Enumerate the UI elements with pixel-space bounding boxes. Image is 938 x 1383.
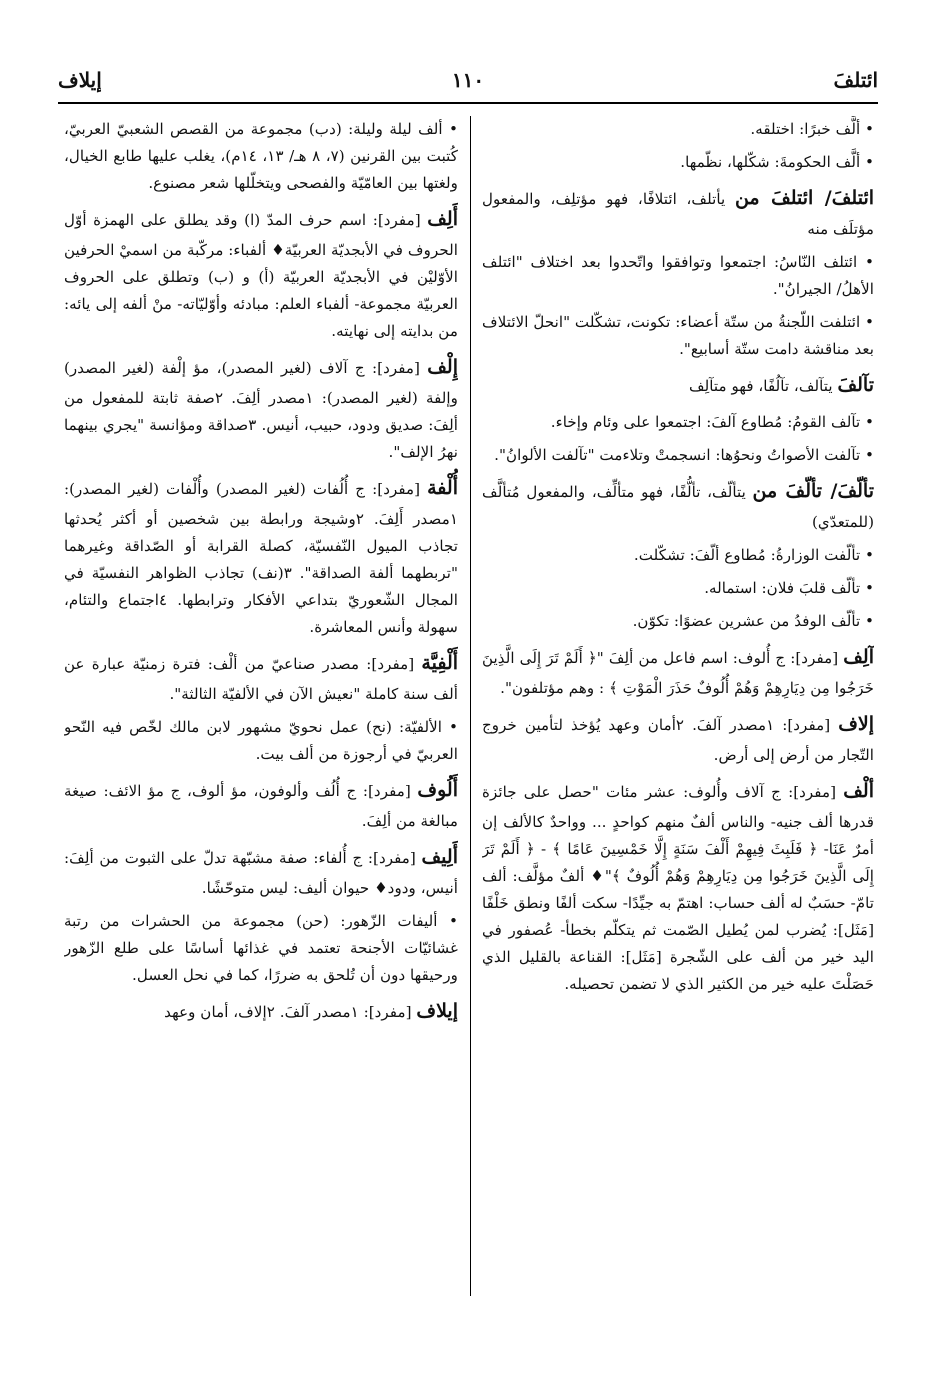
entry-headword: أَلْفِيَّة [421, 652, 458, 675]
entry-text: تألّف الوفدُ من عشرين عضوًا: تكوّن. [632, 612, 861, 630]
dictionary-sense [482, 149, 874, 176]
entry-text: الألفيّة: (نح) عمل نحويّ مشهور لابن مالك لخّص فيه النّحو العربيّ في أرجوزة من ألف بيت. [64, 718, 458, 764]
entry-headword: أَلُوف [417, 779, 458, 802]
entry-text: ألَّف الحكومةَ: شكّلها، نظّمها. [680, 153, 861, 172]
entry-text: [مفرد]: ج أُلفاء: صفة مشبّهة تدلّ على الثبوت من ألِفَ: أنيس، ودود♦ حيوان أليف: ليس متوحّشًا. [64, 848, 458, 897]
entry-text: [مفرد]: ج أُلُف وألوفون، مؤ ألوف، ج مؤ الائف: صيغة مبالغة من ألِفَ. [64, 782, 458, 830]
entry-text: تآلف القومُ: مُطاوع آلفَ: اجتمعوا على وئام وإخاء. [550, 412, 861, 431]
entry-headword: آلِف [843, 646, 874, 669]
dictionary-entry [482, 641, 874, 702]
dictionary-sense [482, 309, 874, 363]
entry-text: [مفرد]: ج آلاف (لغير المصدر)، مؤ إلْفة (لغير المصدر) وإلفة (لغير المصدر): ١مصدر ألِفَ. ٢صفة ثابتة للمفعول من ألِفَ: صديق ودود، حبيب، أنيس. ٣صداقة ومؤانسة "يجري بينهما نهرُ الإلف". [64, 359, 458, 462]
dictionary-sense [482, 542, 874, 569]
dictionary-entry [64, 647, 458, 708]
entry-headword: أَلِيف [421, 845, 458, 868]
dictionary-sense [482, 442, 874, 469]
dictionary-entry [64, 774, 458, 835]
entry-headword: أَلِف [427, 208, 458, 231]
dictionary-entry [64, 841, 458, 902]
entry-text: تألّف قلبَ فلان: استماله. [704, 578, 861, 597]
entry-text: تألّفت الوزارةُ: مُطاوع ألّفَ: تشكّلت. [633, 545, 861, 564]
dictionary-sense [482, 409, 874, 436]
dictionary-entry [64, 995, 458, 1029]
header-rule [58, 102, 878, 104]
entry-text: [مفرد]: ج أُلُفات (لغير المصدر) وأُلْفات (لغير المصدر): ١مصدر أَلِفَ. ٢وشيجة ورابطة بين شخصين أو أكثر يُحدثها تجاذب الميول النّفسيّة، كصلة القرابة أو الصّداقة وغيرهما "تربطهما ألفة الصداقة". ٣(نف) تجاذب الظواهر النفسيّة في المجال الشّعوريّ بتداعي الأفكار وترابطها. ٤اجتماع والتئام، سهولة وأنس المعاشرة. [64, 480, 458, 637]
entry-text: يتآلف، تآلُفًا، فهو متآلِف [688, 377, 833, 396]
column-divider [470, 116, 471, 1296]
entry-headword: ائتلفَ/ ائتلفَ من [734, 187, 874, 210]
entry-headword: إلاف [838, 712, 874, 735]
dictionary-sense [482, 249, 874, 303]
entry-text: ألَّف خبرًا: اختلقه. [750, 120, 861, 138]
entry-headword: إِلْف [427, 356, 458, 379]
dictionary-sense [482, 608, 874, 635]
header-guide-word-right: ائتلفَ [833, 68, 878, 92]
header-guide-word-left: إيلاف [58, 68, 102, 92]
dictionary-entry [482, 708, 874, 769]
entry-text: ائتلف النّاسُ: اجتمعوا وتوافقوا واتّحدوا بعد اختلاف "ائتلف الأهلُ/ الجيرانُ". [482, 252, 874, 298]
right-column [482, 116, 874, 1296]
entry-text: ألف ليلة وليلة: (دب) مجموعة من القصص الشعبيّ العربيّ، كُتبت بين القرنين (٧، ٨ هـ/ ١٣، ١٤م)، يغلب عليها طابع الخيال، ولغتها بين العامّيّة والفصحى ويتخلّلها شعر مصنوع. [64, 120, 458, 193]
entry-headword: أُلْفة [427, 477, 458, 500]
dictionary-entry [482, 475, 874, 536]
dictionary-sense [64, 116, 458, 197]
dictionary-entry [482, 182, 874, 243]
entry-headword: تألّفَ/ تألّفَ من [752, 480, 874, 503]
dictionary-entry [482, 369, 874, 403]
dictionary-entry [64, 351, 458, 466]
dictionary-sense [64, 908, 458, 989]
entry-text: [مفرد]: ج آلاف وأُلوف: عشر مئات "حصل على جائزة قدرها ألف جنيه- والناس ألفٌ منهم كواحدٍ ... وواحدٌ كالألف إن أمرٌ عَنَا- ﴿ فَلَبِثَ فِيهِمْ أَلْفَ سَنَةٍ إِلَّا خَمْسِينَ عَامًا ﴾ - ﴿ أَلَمْ تَرَ إِلَى الَّذِينَ خَرَجُوا مِن دِيَارِهِمْ وَهُمْ أُلُوفٌ ﴾"♦ ألفٌ مؤلَّف: ألف تامّ- حسَبٌ له ألف حساب: اهتمّ به جيِّدًا- سكت ألفًا ونطق خَلْفًا [مَثَل]: يُضرب لمن يُطيل الصّمت ثم يتكلّم بخطأ- عُصفور في اليد خير من ألف على الشّجرة [مَثَل]: القناعة بالقليل الذي حَصَلْتَ عليه خير من الكثير الذي لا تضمن تحصيله. [482, 782, 874, 993]
entry-text: أليفات الزّهور: (حن) مجموعة من الحشرات من رتبة غشائيّات الأجنحة تعتمد في غذائها أساسًا على طلع الزّهور ورحيقها دون أن تُلحق به ضررًا، كما في نحل العسل. [64, 911, 458, 984]
dictionary-sense [482, 575, 874, 602]
dictionary-entry [64, 472, 458, 641]
entry-text: [مفرد]: ج أُلوف: اسم فاعل من ألِفَ "﴿ أَلَمْ تَرَ إِلَى الَّذِينَ خَرَجُوا مِن دِيَارِهِمْ وَهُمْ أُلُوفٌ حَذَرَ الْمَوْتِ ﴾ : وهم مؤتلفون". [482, 649, 874, 697]
dictionary-entry [64, 203, 458, 345]
entry-text: [مفرد]: اسم حرف المدّ (ا) وقد يطلق على الهمزة أوّل الحروف في الأبجديّة العربيّة♦ ألفباء: مركّبة من اسميْ الحرفين الأوّليْن في الأبجديّة العربيّة (أ) و (ب) وتطلق على الحروف العربيّة مجموعة- ألفباء العلم: مبادئه وأوّليّاته- منْ ألفه إلى يائه: من بدايته إلى نهايته. [64, 211, 458, 341]
dictionary-sense [64, 714, 458, 768]
entry-headword: ألْف [843, 779, 874, 802]
entry-text: تآلفت الأصواتُ ونحوُها: انسجمتْ وتلاءمت "تآلفت الألوانُ". [494, 446, 861, 464]
entry-headword: إيلاف [416, 999, 458, 1022]
dictionary-sense [482, 116, 874, 143]
page-number: ١١٠ [451, 68, 485, 92]
entry-text: [مفرد]: مصدر صناعيّ من ألْف: فترة زمنيّة عبارة عن ألف سنة كاملة "نعيش الآن في الألفيّة الثالثة". [64, 655, 458, 703]
entry-text: [مفرد]: ١مصدر آلفَ. ٢أمان وعهد يُؤخذ لتأمين خروج التّجار من أرض إلى أرض. [482, 715, 874, 764]
entry-text: يأتلف، ائتلافًا، فهو مؤتلِف، والمفعول مؤتلَف منه [482, 190, 874, 238]
entry-text: يتألّف، تألُّفًا، فهو متألِّف، والمفعول مُتألَّف (للمتعدّي) [482, 483, 874, 531]
entry-text: [مفرد]: ١مصدر آلفَ. ٢إلاف، أمان وعهد [164, 1002, 412, 1021]
page-header [58, 60, 878, 100]
entry-headword: تآلفَ [837, 374, 874, 397]
dictionary-entry [482, 775, 874, 998]
left-column [64, 116, 458, 1296]
entry-text: ائتلفت اللّجنةُ من ستّة أعضاء: تكونت، تشكّلت "انحلّ الائتلاف بعد مناقشة دامت ستّة أسابيع". [482, 313, 874, 359]
